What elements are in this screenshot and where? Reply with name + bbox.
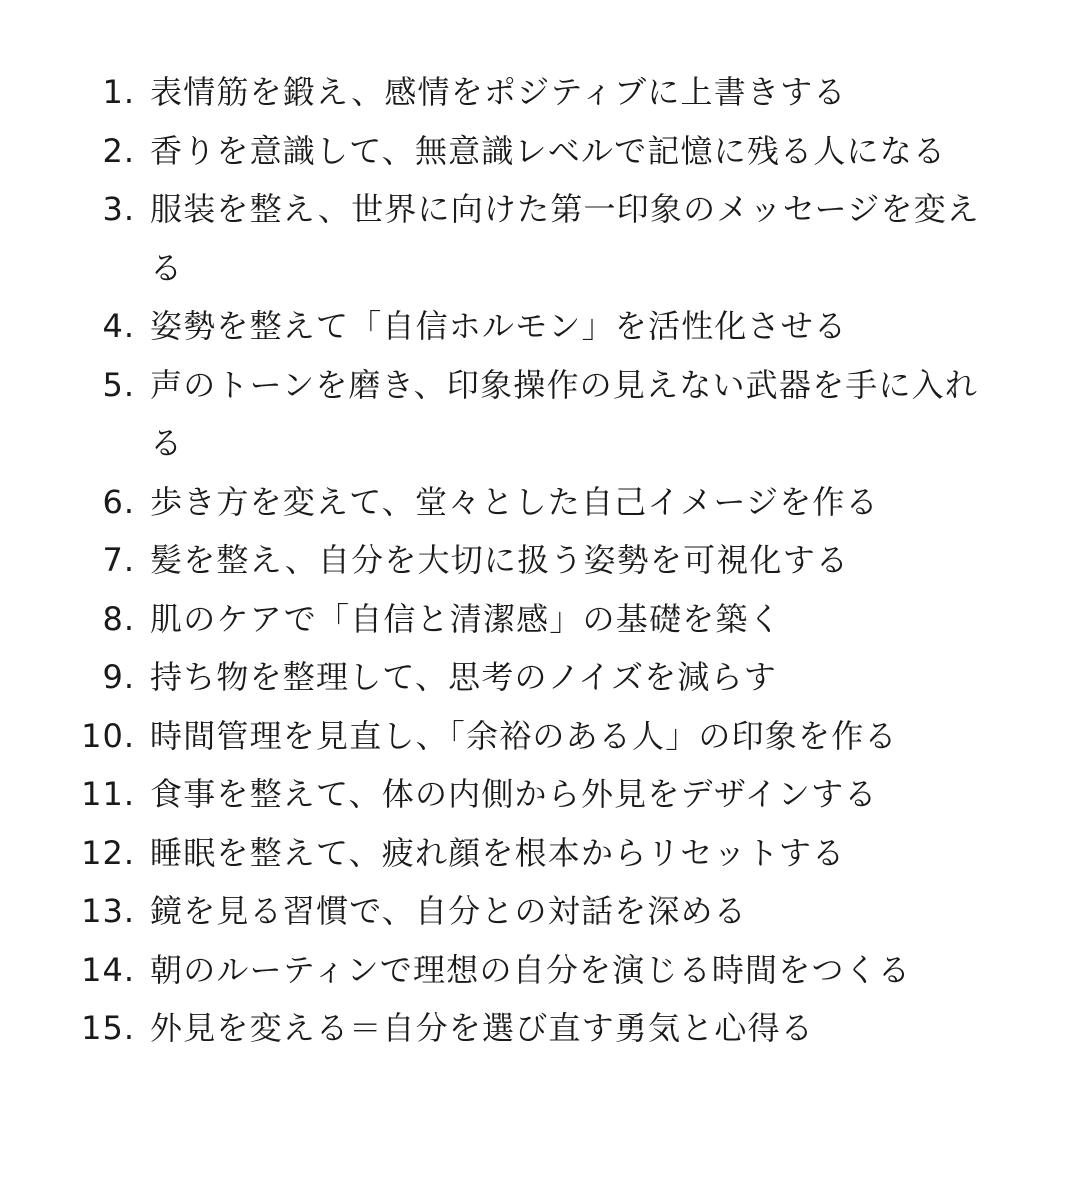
- item-number: 13.: [81, 892, 135, 930]
- list-item: [0, 707, 1076, 766]
- item-text: 時間管理を見直し、「余裕のある人」の印象を作る: [150, 716, 898, 755]
- item-text: 睡眠を整えて、疲れ顔を根本からリセットする: [150, 833, 846, 872]
- item-text: 持ち物を整理して、思考のノイズを減らす: [150, 658, 777, 696]
- item-number: 15.: [81, 1009, 135, 1047]
- item-number: 9.: [102, 658, 135, 696]
- item-number: 7.: [102, 541, 135, 579]
- item-number: 10.: [81, 716, 135, 755]
- item-text: 歩き方を変えて、堂々とした自己イメージを作る: [150, 482, 879, 521]
- item-text: 髪を整え、自分を大切に扱う姿勢を可視化する: [150, 541, 850, 579]
- list-item: [0, 882, 1076, 941]
- list-item: [0, 648, 1076, 707]
- list-item: [0, 590, 1076, 649]
- list-item: [0, 824, 1076, 883]
- list-item: [0, 180, 1076, 297]
- list-item: [0, 999, 1076, 1058]
- item-number: 11.: [81, 775, 135, 813]
- item-number: 8.: [102, 599, 135, 638]
- item-text: 服装を整え、世界に向けた第一印象のメッセージを変える: [150, 190, 981, 287]
- list-item: [0, 765, 1076, 824]
- item-number: 3.: [102, 190, 135, 228]
- item-number: 6.: [102, 482, 135, 521]
- list-item: [0, 356, 1076, 473]
- list-item: [0, 941, 1076, 1000]
- item-number: 5.: [102, 365, 135, 404]
- item-text: 食事を整えて、体の内側から外見をデザインする: [150, 775, 878, 813]
- list-item: [0, 63, 1076, 122]
- list-item: [0, 531, 1076, 590]
- list-item: [0, 122, 1076, 181]
- item-text: 外見を変える＝自分を選び直す勇気と心得る: [150, 1009, 815, 1047]
- item-text: 声のトーンを磨き、印象操作の見えない武器を手に入れる: [150, 365, 979, 462]
- item-number: 12.: [81, 833, 135, 872]
- item-text: 表情筋を鍛え、感情をポジティブに上書きする: [150, 73, 847, 111]
- item-number: 14.: [81, 950, 135, 989]
- item-number: 2.: [102, 131, 135, 170]
- item-number: 1.: [102, 73, 135, 111]
- item-text: 姿勢を整えて「自信ホルモン」を活性化させる: [150, 307, 848, 345]
- list-item: [0, 473, 1076, 532]
- list-item: [0, 297, 1076, 356]
- item-text: 鏡を見る習慣で、自分との対話を深める: [150, 892, 747, 930]
- item-text: 香りを意識して、無意識レベルで記憶に残る人になる: [150, 131, 947, 170]
- numbered-list: [0, 63, 1076, 1058]
- item-text: 朝のルーティンで理想の自分を演じる時間をつくる: [150, 950, 912, 989]
- item-text: 肌のケアで「自信と清潔感」の基礎を築く: [150, 599, 782, 638]
- item-number: 4.: [102, 307, 135, 345]
